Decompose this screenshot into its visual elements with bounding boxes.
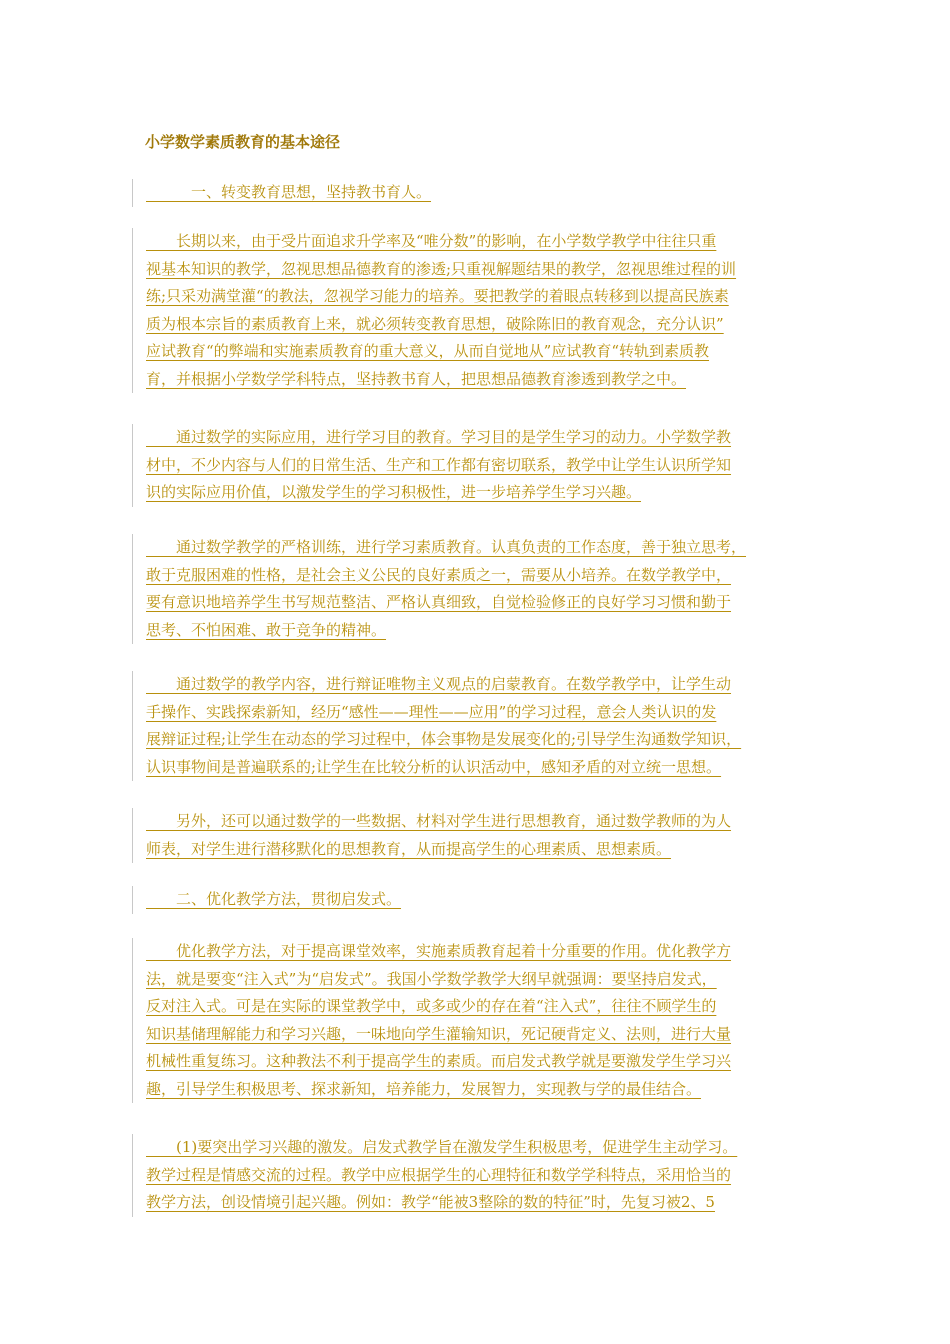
text-line: 一、转变教育思想，坚持教书育人。 (146, 183, 432, 201)
text-line: 通过数学的教学内容，进行辩证唯物主义观点的启蒙教育。在数学教学中，让学生动 (146, 675, 732, 693)
text-line: 应试教育“的弊端和实施素质教育的重大意义，从而自觉地从”应试教育“转轨到素质教 (146, 342, 710, 360)
paragraph (146, 534, 746, 644)
text-line: 展辩证过程;让学生在动态的学习过程中，体会事物是发展变化的;引导学生沟通数学知识， (146, 730, 742, 748)
paragraph-block-4 (132, 671, 741, 781)
document-title: 小学数学素质教育的基本途径 (145, 133, 341, 151)
text-line: 另外，还可以通过数学的一些数据、材料对学生进行思想教育，通过数学教师的为人 (146, 812, 732, 830)
text-line: 通过数学的实际应用，进行学习目的教育。学习目的是学生学习的动力。小学数学教 (146, 428, 732, 446)
text-line: 认识事物间是普遍联系的;让学生在比较分析的认识活动中，感知矛盾的对立统一思想。 (146, 757, 722, 776)
paragraph (146, 671, 741, 781)
paragraph-block-5 (132, 808, 731, 863)
text-line: 材中，不少内容与人们的日常生活、生产和工作都有密切联系，教学中让学生认识所学知 (146, 455, 732, 474)
text-line: 知识基储理解能力和学习兴趣，一味地向学生灌输知识，死记硬背定义、法则，进行大量 (146, 1024, 732, 1043)
text-line: 要有意识地培养学生书写规范整洁、严格认真细致，自觉检验修正的良好学习习惯和勤于 (146, 593, 732, 611)
paragraph (146, 938, 731, 1103)
text-line: 机械性重复练习。这种教法不利于提高学生的素质。而启发式教学就是要激发学生学习兴 (146, 1052, 732, 1070)
paragraph-block-6 (132, 938, 731, 1103)
paragraph-block-3 (132, 534, 746, 644)
text-line: 教学方法，创设情境引起兴趣。例如：教学“能被3整除的数的特征”时，先复习被2、5 (146, 1193, 715, 1211)
text-line: 思考、不怕困难、敢于竞争的精神。 (146, 620, 387, 639)
paragraph (146, 808, 731, 863)
paragraph (146, 424, 731, 507)
text-line: 手操作、实践探索新知，经历“感性——理性——应用”的学习过程，意会人类认识的发 (146, 702, 717, 721)
text-line: 视基本知识的教学，忽视思想品德教育的渗透;只重视解题结果的教学，忽视思维过程的训 (146, 259, 737, 278)
text-line: 优化教学方法，对于提高课堂效率，实施素质教育起着十分重要的作用。优化教学方 (146, 942, 732, 960)
paragraph-block-1 (132, 228, 736, 393)
text-line: (1)要突出学习兴趣的激发。启发式教学旨在激发学生积极思考，促进学生主动学习。 (146, 1138, 738, 1156)
text-line: 识的实际应用价值，以激发学生的学习积极性，进一步培养学生学习兴趣。 (146, 483, 642, 501)
text-line: 法，就是要变“注入式”为“启发式”。我国小学数学教学大纲早就强调：要坚持启发式， (146, 969, 717, 988)
paragraph (146, 179, 431, 207)
text-line: 长期以来，由于受片面追求升学率及“唯分数”的影响，在小学数学教学中往往只重 (146, 232, 717, 250)
text-line: 练;只采劝满堂灌“的教法，忽视学习能力的培养。要把教学的着眼点转移到以提高民族素 (146, 287, 729, 305)
text-line: 趣，引导学生积极思考、探求新知，培养能力，发展智力，实现教与学的最佳结合。 (146, 1079, 702, 1098)
paragraph (146, 228, 736, 393)
text-line: 通过数学教学的严格训练，进行学习素质教育。认真负责的工作态度，善于独立思考， (146, 538, 747, 556)
text-line: 育，并根据小学数学学科特点，坚持教书育人，把思想品德教育渗透到教学之中。 (146, 369, 687, 388)
text-line: 教学过程是情感交流的过程。教学中应根据学生的心理特征和数学学科特点，采用恰当的 (146, 1165, 732, 1184)
text-line: 师表，对学生进行潜移默化的思想教育，从而提高学生的心理素质、思想素质。 (146, 839, 672, 858)
section-heading-2 (132, 886, 401, 914)
section-heading-1 (132, 179, 431, 207)
text-line: 质为根本宗旨的素质教育上来，就必须转变教育思想，破除陈旧的教育观念，充分认识” (146, 314, 724, 333)
paragraph (146, 886, 401, 914)
paragraph-block-7 (132, 1134, 737, 1217)
paragraph-block-2 (132, 424, 731, 507)
text-line: 二、优化教学方法，贯彻启发式。 (146, 890, 402, 908)
text-line: 反对注入式。可是在实际的课堂教学中，或多或少的存在着“注入式”，往往不顾学生的 (146, 997, 717, 1015)
text-line: 敢于克服困难的性格，是社会主义公民的良好素质之一，需要从小培养。在数学教学中， (146, 565, 732, 584)
paragraph (146, 1134, 737, 1217)
